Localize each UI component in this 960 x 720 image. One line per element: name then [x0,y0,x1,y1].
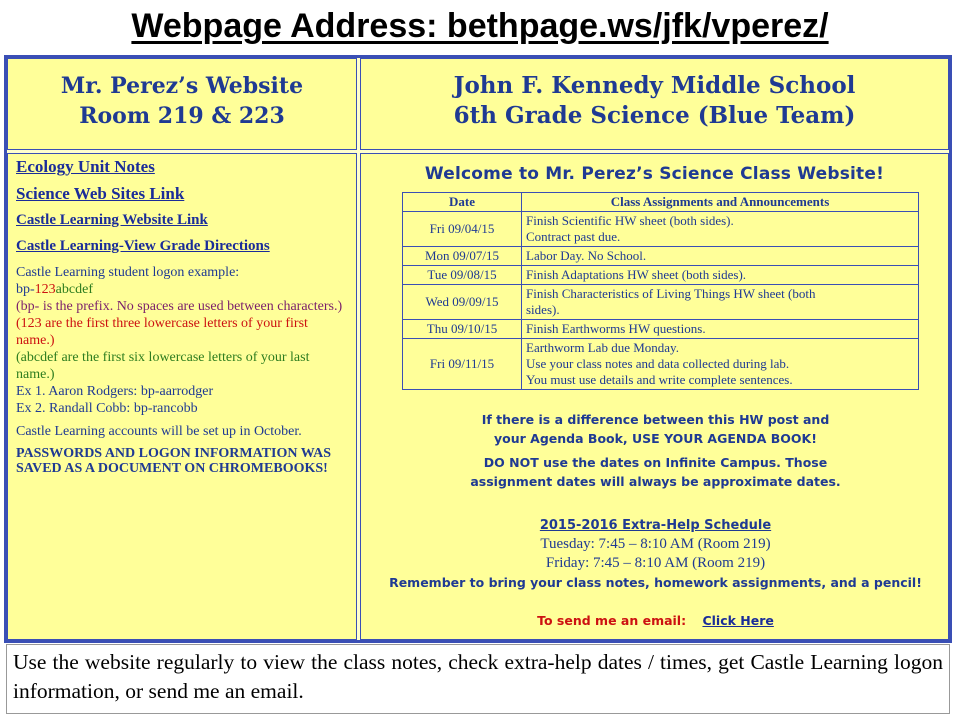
agenda-notice: If there is a difference between this HW post and your Agenda Book, USE YOUR AGENDA BOOK! [481,412,830,446]
link-ecology-notes[interactable]: Ecology Unit Notes [16,157,155,176]
example-1: Ex 1. Aaron Rodgers: bp-aarrodger [16,384,214,399]
passwords-note: PASSWORDS AND LOGON INFORMATION WAS SAVED AS A DOCUMENT ON CHROMEBOOKS! [16,446,332,476]
logon-example-label: Castle Learning student logon example: [16,265,240,280]
note-prefix: (bp- is the prefix. No spaces are used between characters.) [16,299,343,314]
table-row: Tue 09/08/15 Finish Adaptations HW sheet (both sides). [403,266,919,285]
col-date: Date [403,193,522,212]
extra-help-tuesday: Tuesday: 7:45 – 8:10 AM (Room 219) [540,536,771,552]
class-name: 6th Grade Science (Blue Team) [453,102,856,129]
table-row: Fri 09/04/15 Finish Scientific HW sheet (both sides). Contract past due. [403,212,919,247]
extra-help-friday: Friday: 7:45 – 8:10 AM (Room 219) [545,555,766,571]
logon-example: bp-123abcdef [16,282,93,297]
room-numbers: Room 219 & 223 [79,103,285,129]
webpage-screenshot [4,55,952,643]
email-click-here-link[interactable]: Click Here [702,613,774,628]
table-row: Mon 09/07/15 Labor Day. No School. [403,247,919,266]
school-name: John F. Kennedy Middle School [453,72,856,99]
table-row: Wed 09/09/15 Finish Characteristics of Living Things HW sheet (both sides). [403,285,919,320]
welcome-heading: Welcome to Mr. Perez’s Science Class Website! [424,164,885,184]
example-2: Ex 2. Randall Cobb: bp-rancobb [16,401,198,416]
assignments-table [402,192,919,390]
site-owner-title: Mr. Perez’s Website [60,73,304,99]
note-first-name: (123 are the first three lowercase letters of your first name.) [16,316,308,348]
accounts-note: Castle Learning accounts will be set up in October. [16,424,302,439]
link-castle-learning[interactable]: Castle Learning Website Link [16,212,208,228]
email-label: To send me an email: [537,613,687,628]
main-content [360,153,949,640]
sidebar [7,153,357,640]
reminder-text: Remember to bring your class notes, homework assignments, and a pencil! [389,575,922,590]
note-last-name: (abcdef are the first six lowercase letters of your last name.) [16,350,310,382]
table-row: Thu 09/10/15 Finish Earthworms HW questions. [403,320,919,339]
col-assignments: Class Assignments and Announcements [522,193,919,212]
link-castle-grade-directions[interactable]: Castle Learning-View Grade Directions [16,238,270,254]
slide-caption: Use the website regularly to view the class notes, check extra-help dates / times, get Castle Learning logon information, or send me an email. [6,644,950,714]
header-right [360,58,949,150]
link-science-web-sites[interactable]: Science Web Sites Link [16,184,185,203]
infinite-campus-notice: DO NOT use the dates on Infinite Campus. Those assignment dates will always be approximate dates. [470,455,841,489]
header-left [7,58,357,150]
extra-help-title: 2015-2016 Extra-Help Schedule [539,518,772,533]
slide-title: Webpage Address: bethpage.ws/jfk/vperez/ [131,7,829,45]
table-row: Fri 09/11/15 Earthworm Lab due Monday. Use your class notes and data collected during lab. You must use details and write complete sentences. [403,339,919,390]
email-row [361,613,950,628]
